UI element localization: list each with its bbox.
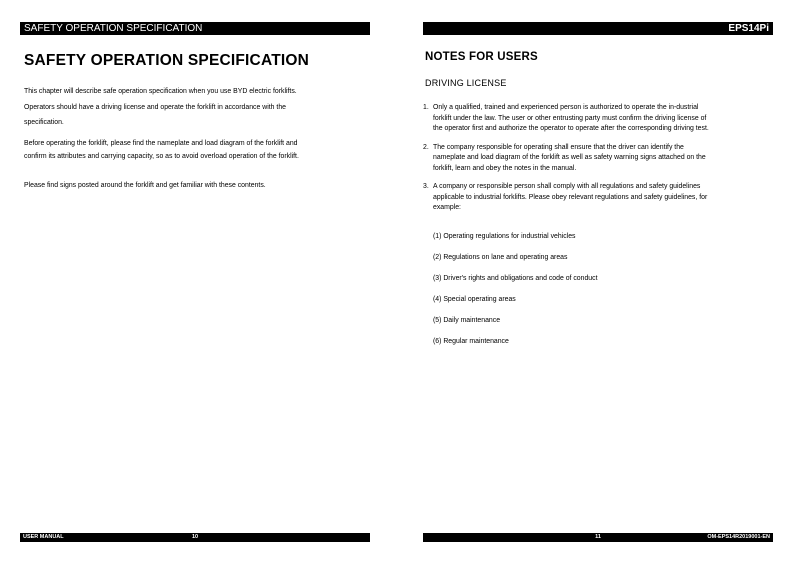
- example-item: (2) Regulations on lane and operating areas: [433, 254, 568, 261]
- list-item: [423, 103, 761, 135]
- notes-list: [423, 103, 761, 222]
- example-item: (4) Special operating areas: [433, 296, 516, 303]
- list-item: [423, 182, 761, 214]
- example-item: (5) Daily maintenance: [433, 317, 501, 324]
- example-item: (1) Operating regulations for industrial vehicles: [433, 233, 576, 240]
- item-line: example:: [433, 204, 461, 211]
- paragraph-line: Please find signs posted around the forklift and get familiar with these contents.: [24, 181, 266, 189]
- left-page: [20, 0, 370, 563]
- item-number: 2.: [423, 143, 429, 151]
- item-line: applicable to industrial forklifts. Please obey relevant regulations and safety guidelines, for: [433, 193, 708, 201]
- page-number: 10: [191, 534, 199, 540]
- paragraph-line: confirm its attributes and carrying capacity, so as to avoid overload operation of the forklift.: [24, 152, 299, 160]
- item-line: The company responsible for operating shall ensure that the driver can identify the: [433, 143, 684, 151]
- footer-manual-label: USER MANUAL: [23, 534, 64, 540]
- paragraph-line: Operators should have a driving license and operate the forklift in accordance with the: [24, 103, 286, 111]
- paragraph-line: specification.: [24, 119, 64, 126]
- item-line: forklift, learn and obey the notes in the manual.: [433, 164, 577, 172]
- item-number: 1.: [423, 104, 429, 111]
- left-footer-bar: [20, 533, 370, 542]
- item-line: nameplate and load diagram of the forklift as well as safety warning signs attached on the: [433, 154, 706, 161]
- document-code: OM-EPS14R2019001-EN: [707, 534, 770, 540]
- right-footer-bar: [423, 533, 773, 542]
- left-header-bar: SAFETY OPERATION SPECIFICATION: [20, 22, 370, 35]
- page-title: SAFETY OPERATION SPECIFICATION: [24, 52, 310, 69]
- intro-text: [24, 84, 359, 193]
- item-number: 3.: [423, 183, 429, 190]
- right-header-bar: EPS14Pi: [423, 22, 773, 35]
- section-title: NOTES FOR USERS: [425, 51, 538, 63]
- item-line: forklift under the law. The user or other entrusting party must confirm the driving license of: [433, 114, 707, 122]
- item-line: A company or responsible person shall comply with all regulations and safety guidelines: [433, 183, 701, 190]
- paragraph-line: This chapter will describe safe operation specification when you use BYD electric forklifts.: [24, 88, 297, 95]
- example-item: (6) Regular maintenance: [433, 338, 509, 345]
- example-item: (3) Driver's rights and obligations and code of conduct: [433, 275, 598, 282]
- list-item: [423, 143, 761, 175]
- right-page: [423, 0, 773, 563]
- item-line: Only a qualified, trained and experienced person is authorized to operate the in-dustrial: [433, 104, 699, 111]
- page-number: 11: [595, 534, 601, 540]
- section-subtitle: DRIVING LICENSE: [425, 78, 507, 88]
- paragraph-line: Before operating the forklift, please find the nameplate and load diagram of the forklift and: [24, 139, 298, 147]
- item-line: the operator first and authorize the operator to operate after the corresponding driving test.: [433, 125, 709, 132]
